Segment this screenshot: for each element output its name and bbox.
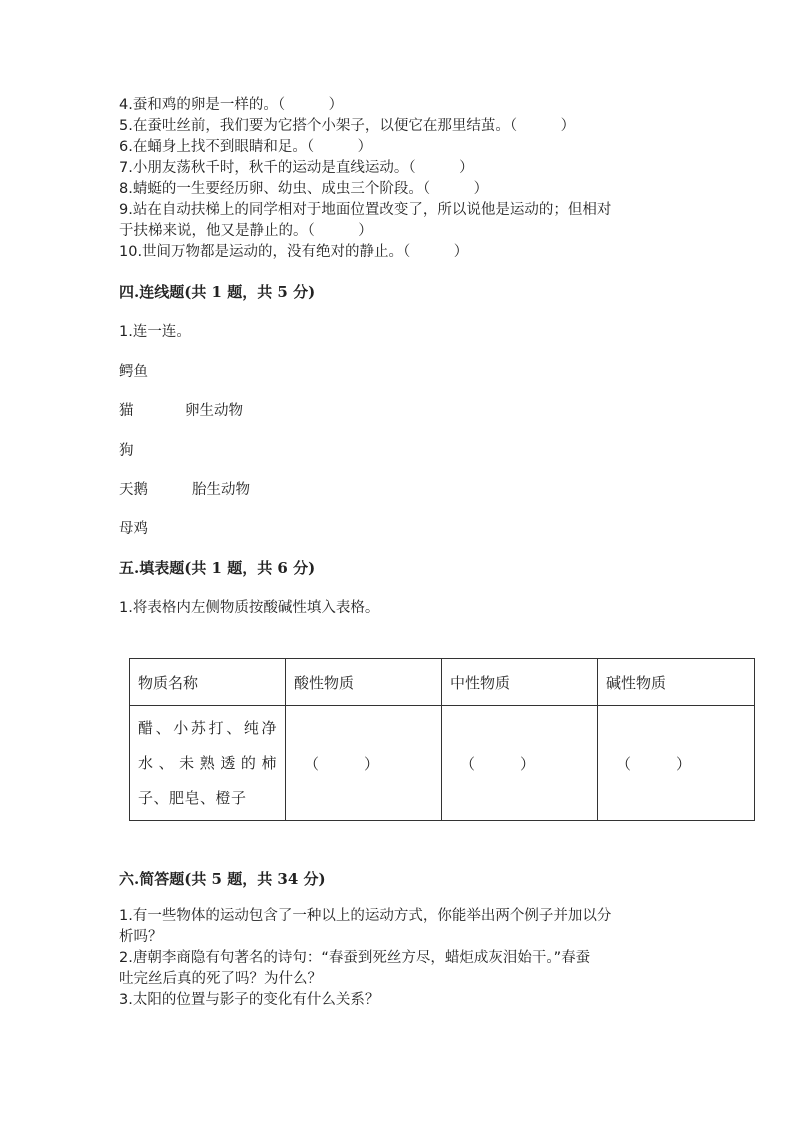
acidic-blank: （ ） [286,706,442,821]
judge-item-6: 6.在蛹身上找不到眼睛和足。（ ） [119,139,373,155]
animal-crocodile: 鳄鱼 [119,364,148,380]
section5-heading: 五.填表题(共 1 题，共 6 分) [119,559,316,577]
judge-item-8: 8.蜻蜓的一生要经历卵、幼虫、成虫三个阶段。（ ） [119,181,489,197]
section4-question: 1.连一连。 [119,324,191,340]
animal-dog: 狗 [119,443,134,459]
judge-item-9-line1: 9.站在自动扶梯上的同学相对于地面位置改变了，所以说他是运动的；但相对 [119,202,612,218]
section5-question: 1.将表格内左侧物质按酸碱性填入表格。 [119,600,380,616]
header-substance-name: 物质名称 [130,659,286,706]
category-oviparous: 卵生动物 [185,403,243,419]
short-answer-2-line2: 吐完丝后真的死了吗？为什么？ [119,971,322,987]
header-acidic: 酸性物质 [286,659,442,706]
acid-base-table [129,658,755,821]
alkaline-blank: （ ） [598,706,755,821]
judge-item-5: 5.在蚕吐丝前，我们要为它搭个小架子，以便它在那里结茧。（ ） [119,118,576,134]
judge-item-9-line2: 于扶梯来说，他又是静止的。（ ） [119,223,373,239]
short-answer-1-line1: 1.有一些物体的运动包含了一种以上的运动方式，你能举出两个例子并加以分 [119,908,612,924]
judge-item-7: 7.小朋友荡秋千时，秋千的运动是直线运动。（ ） [119,160,474,176]
short-answer-3: 3.太阳的位置与影子的变化有什么关系？ [119,992,380,1008]
section4-heading: 四.连线题(共 1 题，共 5 分) [119,283,316,301]
substance-list: 醋、小苏打、纯净水、未熟透的柿子、肥皂、橙子 [130,706,286,821]
table-header-row [130,659,755,706]
animal-swan: 天鹅 [119,482,148,498]
section6-heading: 六.简答题(共 5 题，共 34 分) [119,870,326,888]
animal-cat: 猫 [119,403,134,419]
category-viviparous: 胎生动物 [192,482,250,498]
table-row [130,706,755,821]
short-answer-1-line2: 析吗？ [119,929,163,945]
header-neutral: 中性物质 [442,659,598,706]
short-answer-2-line1: 2.唐朝李商隐有句著名的诗句：“春蚕到死丝方尽，蜡炬成灰泪始干。”春蚕 [119,950,591,966]
judge-item-4: 4.蚕和鸡的卵是一样的。（ ） [119,97,344,113]
judge-item-10: 10.世间万物都是运动的，没有绝对的静止。（ ） [119,244,469,260]
animal-hen: 母鸡 [119,521,148,537]
header-alkaline: 碱性物质 [598,659,755,706]
neutral-blank: （ ） [442,706,598,821]
